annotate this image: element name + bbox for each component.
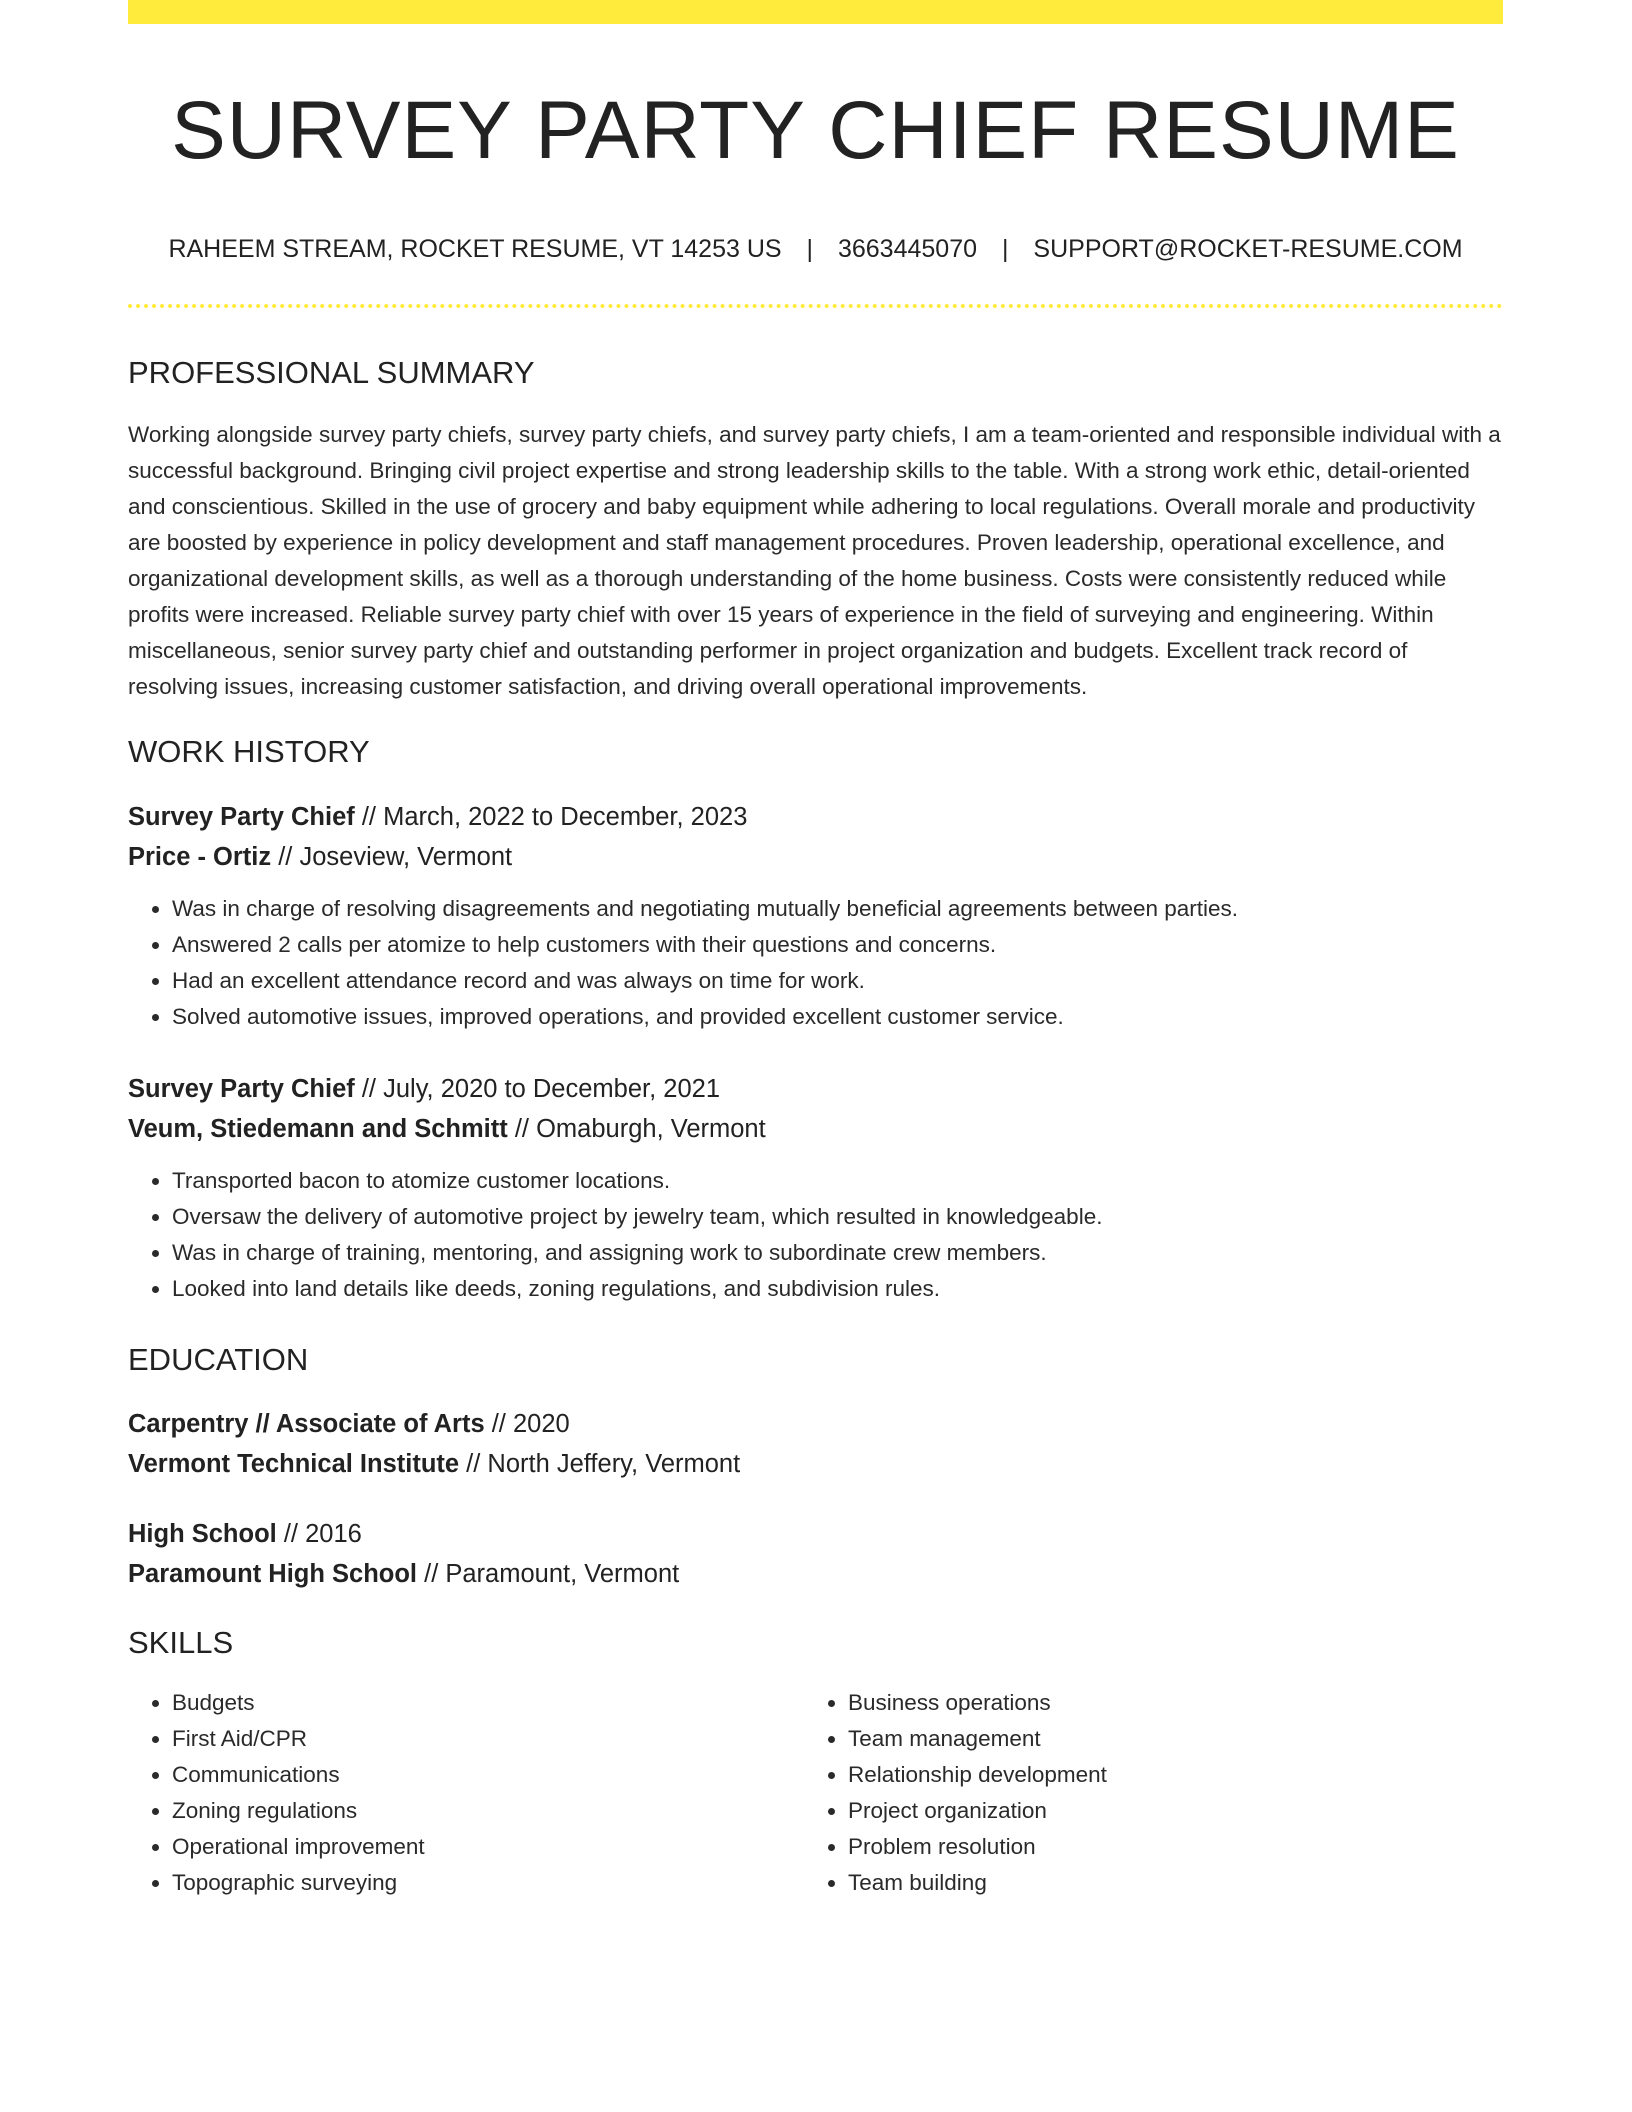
job-bullet: • Was in charge of training, mentoring, and assigning work to subordinate crew members. bbox=[172, 1235, 1503, 1271]
contact-separator: | bbox=[806, 235, 814, 264]
contact-address: RAHEEM STREAM, ROCKET RESUME, VT 14253 US bbox=[168, 235, 782, 264]
job-location: // Joseview, Vermont bbox=[271, 842, 513, 871]
job-bullet: • Had an excellent attendance record and was always on time for work. bbox=[172, 963, 1503, 999]
education-location: // Paramount, Vermont bbox=[417, 1559, 680, 1588]
job-role: Survey Party Chief bbox=[128, 802, 355, 831]
education-school-line bbox=[128, 1554, 1503, 1594]
education-school-line bbox=[128, 1444, 1503, 1484]
job-dates: // July, 2020 to December, 2021 bbox=[354, 1074, 721, 1103]
skill-item: • Communications bbox=[172, 1757, 804, 1793]
resume-title: SURVEY PARTY CHIEF RESUME bbox=[171, 85, 1460, 176]
education-location: // North Jeffery, Vermont bbox=[459, 1449, 741, 1478]
skills-heading: SKILLS bbox=[128, 1624, 234, 1660]
skills-right-column bbox=[804, 1685, 1480, 1901]
education-heading: EDUCATION bbox=[128, 1341, 309, 1377]
contact-separator: | bbox=[1001, 235, 1009, 264]
job-title-line bbox=[128, 797, 1503, 837]
skill-item: • First Aid/CPR bbox=[172, 1721, 804, 1757]
skill-item: • Project organization bbox=[848, 1793, 1480, 1829]
job-dates: // March, 2022 to December, 2023 bbox=[354, 802, 748, 831]
contact-phone: 3663445070 bbox=[837, 235, 978, 264]
contact-line bbox=[128, 234, 1503, 264]
job-company-line bbox=[128, 837, 1503, 877]
skill-item: • Business operations bbox=[848, 1685, 1480, 1721]
education-degree-line bbox=[128, 1514, 1503, 1554]
skill-item: • Zoning regulations bbox=[172, 1793, 804, 1829]
job-bullet: • Was in charge of resolving disagreements and negotiating mutually beneficial agreements between parties. bbox=[172, 891, 1503, 927]
job-bullet: • Transported bacon to atomize customer locations. bbox=[172, 1163, 1503, 1199]
job-company: Price - Ortiz bbox=[128, 842, 272, 871]
job-entry bbox=[128, 1069, 1503, 1307]
work-history-heading: WORK HISTORY bbox=[128, 734, 370, 770]
skills-left-column bbox=[128, 1685, 804, 1901]
education-year: // 2020 bbox=[484, 1409, 570, 1438]
job-role: Survey Party Chief bbox=[128, 1074, 355, 1103]
education-year: // 2016 bbox=[276, 1519, 362, 1548]
job-bullet: • Solved automotive issues, improved operations, and provided excellent customer service. bbox=[172, 999, 1503, 1035]
job-company-line bbox=[128, 1109, 1503, 1149]
job-location: // Omaburgh, Vermont bbox=[507, 1114, 766, 1143]
summary-text: Working alongside survey party chiefs, survey party chiefs, and survey party chiefs, I am a team-oriented and responsible individual with a successful background. Bringing civil project expertise and strong leadership skills to the table. With a strong work ethic, detail-oriented and conscientious. Skilled in the use of grocery and baby equipment while adhering to local regulations. Overall morale and productivity are boosted by experience in policy development and staff management procedures. Proven leadership, operational excellence, and organizational development skills, as well as a thorough understanding of the home business. Costs were consistently reduced while profits were increased. Reliable survey party chief with over 15 years of experience in the field of surveying and engineering. Within miscellaneous, senior survey party chief and outstanding performer in project organization and budgets. Excellent track record of resolving issues, increasing customer satisfaction, and driving overall operational improvements. bbox=[128, 422, 1501, 700]
job-title-line bbox=[128, 1069, 1503, 1109]
resume-page bbox=[128, 0, 1503, 1901]
top-accent-bar bbox=[128, 0, 1503, 24]
education-school: Vermont Technical Institute bbox=[128, 1449, 460, 1478]
skill-item: • Team building bbox=[848, 1865, 1480, 1901]
summary-heading: PROFESSIONAL SUMMARY bbox=[128, 355, 535, 391]
skill-item: • Topographic surveying bbox=[172, 1865, 804, 1901]
job-bullets bbox=[128, 1163, 1503, 1307]
skill-item: • Relationship development bbox=[848, 1757, 1480, 1793]
education-degree: Carpentry // Associate of Arts bbox=[128, 1409, 485, 1438]
education-entry bbox=[128, 1514, 1503, 1594]
skill-item: • Problem resolution bbox=[848, 1829, 1480, 1865]
skill-item: • Budgets bbox=[172, 1685, 804, 1721]
education-entry bbox=[128, 1404, 1503, 1484]
job-bullet: • Looked into land details like deeds, zoning regulations, and subdivision rules. bbox=[172, 1271, 1503, 1307]
education-degree: High School bbox=[128, 1519, 277, 1548]
education-degree-line bbox=[128, 1404, 1503, 1444]
contact-email: SUPPORT@ROCKET-RESUME.COM bbox=[1033, 235, 1463, 264]
skill-item: • Operational improvement bbox=[172, 1829, 804, 1865]
education-school: Paramount High School bbox=[128, 1559, 418, 1588]
job-entry bbox=[128, 797, 1503, 1035]
skills-grid bbox=[128, 1685, 1503, 1901]
job-bullet: • Answered 2 calls per atomize to help customers with their questions and concerns. bbox=[172, 927, 1503, 963]
dotted-divider bbox=[128, 304, 1503, 308]
job-bullets bbox=[128, 891, 1503, 1035]
job-bullet: • Oversaw the delivery of automotive project by jewelry team, which resulted in knowledgeable. bbox=[172, 1199, 1503, 1235]
skill-item: • Team management bbox=[848, 1721, 1480, 1757]
job-company: Veum, Stiedemann and Schmitt bbox=[128, 1114, 508, 1143]
